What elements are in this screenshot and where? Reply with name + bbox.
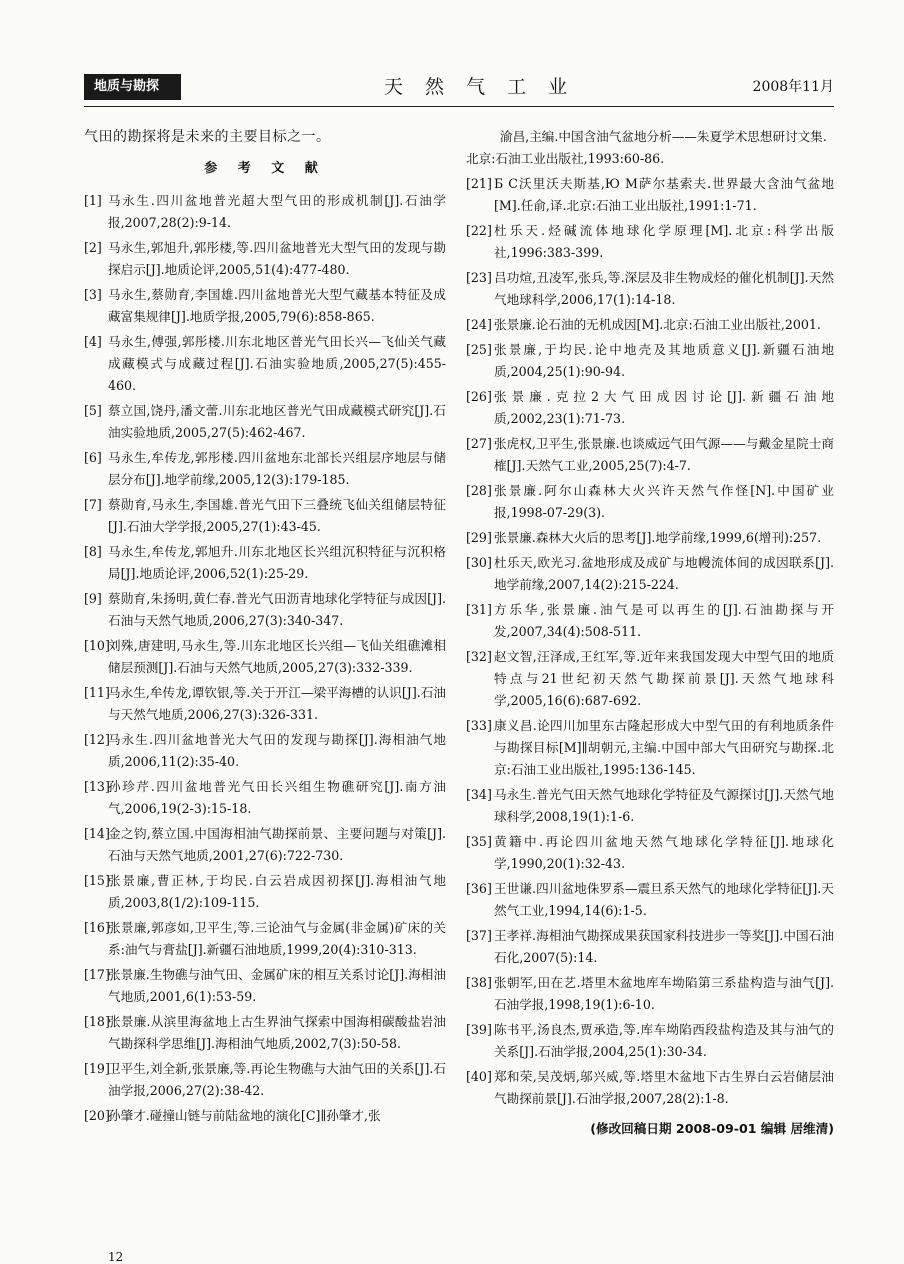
reference-text: 陈书平,汤良杰,贾承造,等.库车坳陷西段盐构造及其与油气的关系[J].石油学报,2004,25(1):30-34. [494,1022,834,1059]
reference-number: [15] [84,873,110,888]
reference-number: [35] [466,834,492,849]
reference-item [466,552,834,596]
reference-list-right [466,173,834,1110]
header-rule [84,106,834,107]
reference-item [84,1105,446,1127]
reference-number: [24] [466,317,492,332]
reference-number: [8] [84,544,102,559]
reference-number: [7] [84,497,102,512]
reference-number: [20] [84,1108,110,1123]
reference-text: 张景廉.从滨里海盆地上古生界油气探索中国海相碳酸盐岩油气勘探科学思维[J].海相油气地质,2002,7(3):50-58. [108,1014,446,1051]
reference-item [84,400,446,444]
reference-text: 孙珍芹.四川盆地普光气田长兴组生物礁研究[J].南方油气,2006,19(2-3):15-18. [108,779,446,816]
reference-item [84,964,446,1008]
reference-number: [3] [84,287,102,302]
reference-number: [11] [84,685,110,700]
reference-item [84,870,446,914]
reference-item [84,729,446,773]
reference-item [84,917,446,961]
reference-text: 蔡勋育,马永生,李国雄.普光气田下三叠统飞仙关组储层特征[J].石油大学学报,2005,27(1):43-45. [108,497,446,534]
reference-text: 王世谦.四川盆地侏罗系—震旦系天然气的地球化学特征[J].天然气工业,1994,14(6):1-5. [494,881,834,918]
reference-text: 马永生.四川盆地普光大气田的发现与勘探[J].海相油气地质,2006,11(2):35-40. [108,732,446,769]
reference-text: 张景廉.生物礁与油气田、金属矿床的相互关系讨论[J].海相油气地质,2001,6(1):53-59. [108,967,446,1004]
reference-text: 蔡勋育,朱扬明,黄仁春.普光气田沥青地球化学特征与成因[J].石油与天然气地质,2006,27(3):340-347. [108,591,446,628]
reference-item [466,433,834,477]
reference-text: 张景廉.克拉2大气田成因讨论[J].新疆石油地质,2002,23(1):71-73. [494,389,834,426]
reference-item [466,831,834,875]
reference-number: [38] [466,975,492,990]
reference-number: [6] [84,450,102,465]
reference-number: [13] [84,779,110,794]
page-header [84,74,834,104]
reference-item [466,339,834,383]
issue-date: 2008年11月 [752,79,834,95]
reference-item [84,823,446,867]
references-heading: 参 考 文 献 [204,161,326,176]
reference-number: [19] [84,1061,110,1076]
reference-number: [34] [466,787,492,802]
reference-item [466,267,834,311]
reference-number: [21] [466,176,492,191]
reference-text: 王孝祥.海相油气勘探成果获国家科技进步一等奖[J].中国石油石化,2007(5):14. [494,928,834,965]
reference-item [466,925,834,969]
reference-text: 张景廉.论石油的无机成因[M].北京:石油工业出版社,2001. [494,317,821,332]
reference-text: 马永生,蔡勋育,李国雄.四川盆地普光大型气藏基本特征及成藏富集规律[J].地质学报,2005,79(6):858-865. [108,287,446,324]
reference-text: 刘殊,唐建明,马永生,等.川东北地区长兴组—飞仙关组礁滩相储层预测[J].石油与天然气地质,2005,27(3):332-339. [108,638,446,675]
reference-item [84,447,446,491]
reference-item [84,776,446,820]
section-tag: 地质与勘探 [84,74,181,100]
reference-text: 马永生.普光气田天然气地球化学特征及气源探讨[J].天然气地球科学,2008,19(1):1-6. [494,787,834,824]
reference-text: 张景廉.阿尔山森林大火兴许天然气作怪[N].中国矿业报,1998-07-29(3). [494,483,834,520]
reference-item [466,1019,834,1063]
reference-text: Б С沃里沃夫斯基,Ю М萨尔基索夫.世界最大含油气盆地[M].任俞,译.北京:石油工业出版社,1991:1-71. [494,176,834,213]
reference-item [84,331,446,397]
reference-number: [27] [466,436,492,451]
reference-text: 马永生,傅强,郭彤楼.川东北地区普光气田长兴—飞仙关气藏成藏模式与成藏过程[J].石油实验地质,2005,27(5):455-460. [108,334,446,393]
reference-item [466,480,834,524]
reference-text: 赵文智,汪泽成,王红军,等.近年来我国发现大中型气田的地质特点与21世纪初天然气勘探前景[J].天然气地球科学,2005,16(6):687-692. [494,649,834,708]
reference-number: [32] [466,649,492,664]
reference-item [466,646,834,712]
journal-title: 天 然 气 工 业 [384,76,576,98]
reference-item [84,1058,446,1102]
reference-number: [23] [466,270,492,285]
reference-number: [5] [84,403,102,418]
reference-text: 康义昌.论四川加里东古隆起形成大中型气田的有利地质条件与勘探目标[M]∥胡朝元,主编.中国中部大气田研究与勘探.北京:石油工业出版社,1995:136-145. [494,718,834,777]
reference-item [466,527,834,549]
reference-item [84,1011,446,1055]
reference-item [84,635,446,679]
reference-number: [31] [466,602,492,617]
reference-text: 张虎权,卫平生,张景廉.也谈威远气田气源——与戴金星院士商榷[J].天然气工业,2005,25(7):4-7. [494,436,834,473]
reference-number: [14] [84,826,110,841]
reference-text: 吕功煊,丑凌军,张兵,等.深层及非生物成烃的催化机制[J].天然气地球科学,2006,17(1):14-18. [494,270,834,307]
reference-item [84,588,446,632]
reference-item [84,682,446,726]
reference-number: [25] [466,342,492,357]
reference-number: [22] [466,223,492,238]
right-column [466,126,834,1113]
reference-item [466,173,834,217]
reference-item [84,494,446,538]
reference-text: 马永生,牟传龙,郭旭升.川东北地区长兴组沉积特征与沉积格局[J].地质论评,2006,52(1):25-29. [108,544,446,581]
reference-number: [30] [466,555,492,570]
reference-text: 郑和荣,吴茂炳,邬兴威,等.塔里木盆地下古生界白云岩储层油气勘探前景[J].石油学报,2007,28(2):1-8. [494,1069,834,1106]
reference-text: 张景廉,郭彦如,卫平生,等.三论油气与金属(非金属)矿床的关系:油气与膏盐[J].新疆石油地质,1999,20(4):310-313. [108,920,446,957]
reference-text: 张景廉.森林大火后的思考[J].地学前缘,1999,6(增刊):257. [494,530,822,545]
reference-number: [16] [84,920,110,935]
reference-number: [37] [466,928,492,943]
reference-continuation: 渝昌,主编.中国含油气盆地分析——朱夏学术思想研讨文集.北京:石油工业出版社,1993:60-86. [466,129,827,166]
reference-text: 马永生,牟传龙,谭钦银,等.关于开江—梁平海槽的认识[J].石油与天然气地质,2006,27(3):326-331. [108,685,446,722]
reference-text: 金之钧,蔡立国.中国海相油气勘探前景、主要问题与对策[J].石油与天然气地质,2001,27(6):722-730. [108,826,446,863]
reference-text: 蔡立国,饶丹,潘文蕾.川东北地区普光气田成藏模式研究[J].石油实验地质,2005,27(5):462-467. [108,403,446,440]
reference-text: 张景廉,于均民.论中地壳及其地质意义[J].新疆石油地质,2004,25(1):90-94. [494,342,834,379]
reference-text: 方乐华,张景廉.油气是可以再生的[J].石油勘探与开发,2007,34(4):508-511. [494,602,834,639]
intro-text: 气田的勘探将是未来的主要目标之一。 [84,129,331,145]
reference-text: 杜乐天,欧光习.盆地形成及成矿与地幔流体间的成因联系[J].地学前缘,2007,14(2):215-224. [494,555,834,592]
reference-text: 马永生,牟传龙,郭彤楼.四川盆地东北部长兴组层序地层与储层分布[J].地学前缘,2005,12(3):179-185. [108,450,446,487]
reference-item [466,715,834,781]
reference-number: [9] [84,591,102,606]
reference-number: [28] [466,483,492,498]
reference-number: [12] [84,732,110,747]
reference-number: [36] [466,881,492,896]
reference-item [84,541,446,585]
reference-item [84,190,446,234]
reference-number: [40] [466,1069,492,1084]
reference-number: [2] [84,240,102,255]
revision-note: (修改回稿日期 2008-09-01 编辑 居维清) [590,1121,834,1136]
reference-item [466,220,834,264]
page-number: 12 [108,1250,124,1264]
reference-number: [39] [466,1022,492,1037]
reference-text: 马永生,郭旭升,郭彤楼,等.四川盆地普光大型气田的发现与勘探启示[J].地质论评,2005,51(4):477-480. [108,240,446,277]
reference-item [466,784,834,828]
reference-number: [10] [84,638,110,653]
reference-text: 马永生.四川盆地普光超大型气田的形成机制[J].石油学报,2007,28(2):9-14. [108,193,446,230]
reference-text: 卫平生,刘全新,张景廉,等.再论生物礁与大油气田的关系[J].石油学报,2006,27(2):38-42. [108,1061,446,1098]
reference-text: 张朝军,田在艺.塔里木盆地库车坳陷第三系盐构造与油气[J].石油学报,1998,19(1):6-10. [494,975,834,1012]
reference-number: [1] [84,193,102,208]
left-column [84,126,446,1130]
reference-number: [4] [84,334,102,349]
reference-text: 孙肇才.碰撞山链与前陆盆地的演化[C]∥孙肇才,张 [108,1108,381,1123]
reference-text: 张景廉,曹正林,于均民.白云岩成因初探[J].海相油气地质,2003,8(1/2):109-115. [108,873,446,910]
reference-item [466,386,834,430]
reference-text: 杜乐天.烃碱流体地球化学原理[M].北京:科学出版社,1996:383-399. [494,223,834,260]
reference-number: [26] [466,389,492,404]
reference-number: [17] [84,967,110,982]
reference-item [466,972,834,1016]
reference-item [84,284,446,328]
reference-item [466,599,834,643]
reference-number: [18] [84,1014,110,1029]
reference-number: [29] [466,530,492,545]
reference-item [466,314,834,336]
reference-item [84,237,446,281]
reference-item [466,878,834,922]
reference-item [466,1066,834,1110]
reference-list-left [84,190,446,1127]
reference-number: [33] [466,718,492,733]
reference-text: 黄籍中.再论四川盆地天然气地球化学特征[J].地球化学,1990,20(1):32-43. [494,834,834,871]
